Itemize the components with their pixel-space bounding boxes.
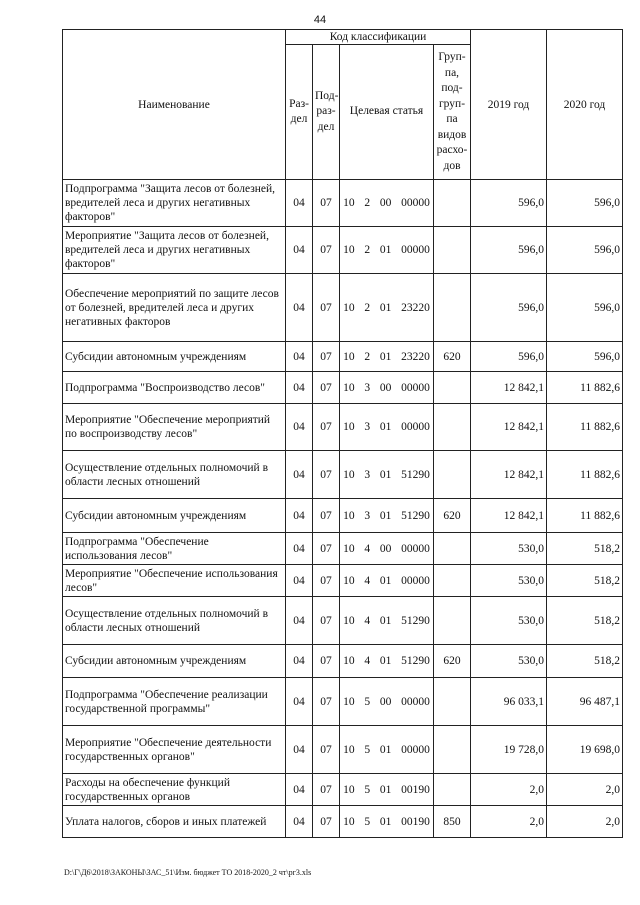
row-subsection: 07 [313, 451, 340, 499]
row-section: 04 [286, 597, 313, 645]
row-group [434, 451, 471, 499]
row-name: Мероприятие "Обеспечение использования лесов" [63, 565, 286, 597]
row-value-2019: 596,0 [471, 227, 547, 274]
row-section: 04 [286, 774, 313, 806]
row-name: Обеспечение мероприятий по защите лесов от болезней, вредителей леса и других негативных факторов [63, 274, 286, 342]
row-value-2020: 11 882,6 [547, 451, 623, 499]
row-subsection: 07 [313, 372, 340, 404]
table-row [63, 597, 623, 645]
row-group [434, 533, 471, 565]
row-section: 04 [286, 342, 313, 372]
row-value-2020: 596,0 [547, 180, 623, 227]
row-value-2019: 530,0 [471, 645, 547, 678]
row-subsection: 07 [313, 726, 340, 774]
row-subsection: 07 [313, 180, 340, 227]
row-subsection: 07 [313, 565, 340, 597]
row-target: 10 3 01 00000 [340, 404, 434, 451]
row-section: 04 [286, 806, 313, 838]
row-group: 620 [434, 645, 471, 678]
row-subsection: 07 [313, 597, 340, 645]
row-name: Мероприятие "Обеспечение деятельности государственных органов" [63, 726, 286, 774]
row-subsection: 07 [313, 533, 340, 565]
row-name: Мероприятие "Защита лесов от болезней, вредителей леса и других негативных факторов" [63, 227, 286, 274]
table-row [63, 227, 623, 274]
row-subsection: 07 [313, 774, 340, 806]
header-2020: 2020 год [547, 30, 623, 180]
row-value-2019: 2,0 [471, 806, 547, 838]
row-value-2019: 530,0 [471, 597, 547, 645]
row-target: 10 5 01 00190 [340, 806, 434, 838]
row-section: 04 [286, 726, 313, 774]
row-group [434, 274, 471, 342]
table-row [63, 274, 623, 342]
row-group [434, 404, 471, 451]
row-name: Подпрограмма "Обеспечение реализации государственной программы" [63, 678, 286, 726]
row-group [434, 597, 471, 645]
row-target: 10 5 01 00190 [340, 774, 434, 806]
row-value-2020: 19 698,0 [547, 726, 623, 774]
row-value-2020: 2,0 [547, 806, 623, 838]
row-group: 620 [434, 499, 471, 533]
row-subsection: 07 [313, 678, 340, 726]
row-section: 04 [286, 678, 313, 726]
table-row [63, 565, 623, 597]
row-group [434, 227, 471, 274]
row-value-2020: 2,0 [547, 774, 623, 806]
row-value-2020: 596,0 [547, 274, 623, 342]
row-name: Расходы на обеспечение функций государственных органов [63, 774, 286, 806]
row-target: 10 3 01 51290 [340, 499, 434, 533]
row-section: 04 [286, 274, 313, 342]
row-value-2019: 596,0 [471, 274, 547, 342]
table-body [63, 180, 623, 838]
page-number: 44 [313, 14, 327, 26]
row-group [434, 774, 471, 806]
row-group [434, 565, 471, 597]
header-classification: Код классификации [286, 30, 471, 45]
row-name: Субсидии автономным учреждениям [63, 645, 286, 678]
row-subsection: 07 [313, 806, 340, 838]
table-row [63, 404, 623, 451]
row-subsection: 07 [313, 274, 340, 342]
table-row [63, 774, 623, 806]
table-row [63, 342, 623, 372]
row-value-2020: 518,2 [547, 645, 623, 678]
table-row [63, 533, 623, 565]
header-target: Целевая статья [340, 45, 434, 180]
table-row [63, 180, 623, 227]
footer-path: D:\Г\Д6\2018\ЗАКОНЫ\ЗАС_51\Изм. бюджет ТО 2018-2020_2 чт\рг3.xls [64, 868, 312, 877]
row-value-2019: 12 842,1 [471, 404, 547, 451]
row-value-2019: 2,0 [471, 774, 547, 806]
row-value-2019: 96 033,1 [471, 678, 547, 726]
row-target: 10 4 01 51290 [340, 597, 434, 645]
header-subsection: Под- раз- дел [313, 45, 340, 180]
row-value-2019: 12 842,1 [471, 372, 547, 404]
row-name: Подпрограмма "Обеспечение использования лесов" [63, 533, 286, 565]
row-target: 10 3 00 00000 [340, 372, 434, 404]
row-value-2020: 11 882,6 [547, 372, 623, 404]
row-section: 04 [286, 565, 313, 597]
row-target: 10 2 00 00000 [340, 180, 434, 227]
row-target: 10 2 01 23220 [340, 274, 434, 342]
row-group [434, 372, 471, 404]
row-name: Субсидии автономным учреждениям [63, 342, 286, 372]
table-row [63, 645, 623, 678]
row-name: Субсидии автономным учреждениям [63, 499, 286, 533]
row-value-2020: 596,0 [547, 227, 623, 274]
row-group: 620 [434, 342, 471, 372]
row-name: Мероприятие "Обеспечение мероприятий по воспроизводству лесов" [63, 404, 286, 451]
row-group [434, 678, 471, 726]
table-row [63, 451, 623, 499]
row-value-2019: 596,0 [471, 342, 547, 372]
row-section: 04 [286, 499, 313, 533]
row-group [434, 180, 471, 227]
row-subsection: 07 [313, 499, 340, 533]
row-name: Подпрограмма "Защита лесов от болезней, вредителей леса и других негативных факторов" [63, 180, 286, 227]
row-target: 10 4 01 51290 [340, 645, 434, 678]
row-value-2019: 530,0 [471, 565, 547, 597]
row-name: Осуществление отдельных полномочий в области лесных отношений [63, 451, 286, 499]
row-target: 10 4 00 00000 [340, 533, 434, 565]
row-name: Подпрограмма "Воспроизводство лесов" [63, 372, 286, 404]
budget-table [62, 29, 623, 838]
row-group [434, 726, 471, 774]
table-row [63, 499, 623, 533]
table-row [63, 678, 623, 726]
row-value-2020: 518,2 [547, 533, 623, 565]
row-section: 04 [286, 372, 313, 404]
row-section: 04 [286, 533, 313, 565]
row-value-2019: 12 842,1 [471, 451, 547, 499]
row-target: 10 3 01 51290 [340, 451, 434, 499]
row-value-2020: 518,2 [547, 565, 623, 597]
table-row [63, 806, 623, 838]
row-subsection: 07 [313, 404, 340, 451]
row-section: 04 [286, 404, 313, 451]
row-section: 04 [286, 645, 313, 678]
row-value-2019: 530,0 [471, 533, 547, 565]
row-value-2019: 12 842,1 [471, 499, 547, 533]
table-row [63, 726, 623, 774]
row-value-2019: 596,0 [471, 180, 547, 227]
row-target: 10 4 01 00000 [340, 565, 434, 597]
table-row [63, 372, 623, 404]
row-value-2020: 11 882,6 [547, 499, 623, 533]
row-value-2019: 19 728,0 [471, 726, 547, 774]
row-section: 04 [286, 227, 313, 274]
row-section: 04 [286, 451, 313, 499]
row-value-2020: 96 487,1 [547, 678, 623, 726]
header-2019: 2019 год [471, 30, 547, 180]
row-name: Осуществление отдельных полномочий в области лесных отношений [63, 597, 286, 645]
row-group: 850 [434, 806, 471, 838]
row-value-2020: 518,2 [547, 597, 623, 645]
row-target: 10 5 00 00000 [340, 678, 434, 726]
header-section: Раз- дел [286, 45, 313, 180]
row-subsection: 07 [313, 227, 340, 274]
row-subsection: 07 [313, 342, 340, 372]
row-section: 04 [286, 180, 313, 227]
header-group: Груп- па, под- груп- па видов расхо- дов [434, 45, 471, 180]
row-target: 10 5 01 00000 [340, 726, 434, 774]
row-target: 10 2 01 23220 [340, 342, 434, 372]
row-value-2020: 11 882,6 [547, 404, 623, 451]
row-value-2020: 596,0 [547, 342, 623, 372]
row-target: 10 2 01 00000 [340, 227, 434, 274]
header-name: Наименование [63, 30, 286, 180]
row-name: Уплата налогов, сборов и иных платежей [63, 806, 286, 838]
row-subsection: 07 [313, 645, 340, 678]
